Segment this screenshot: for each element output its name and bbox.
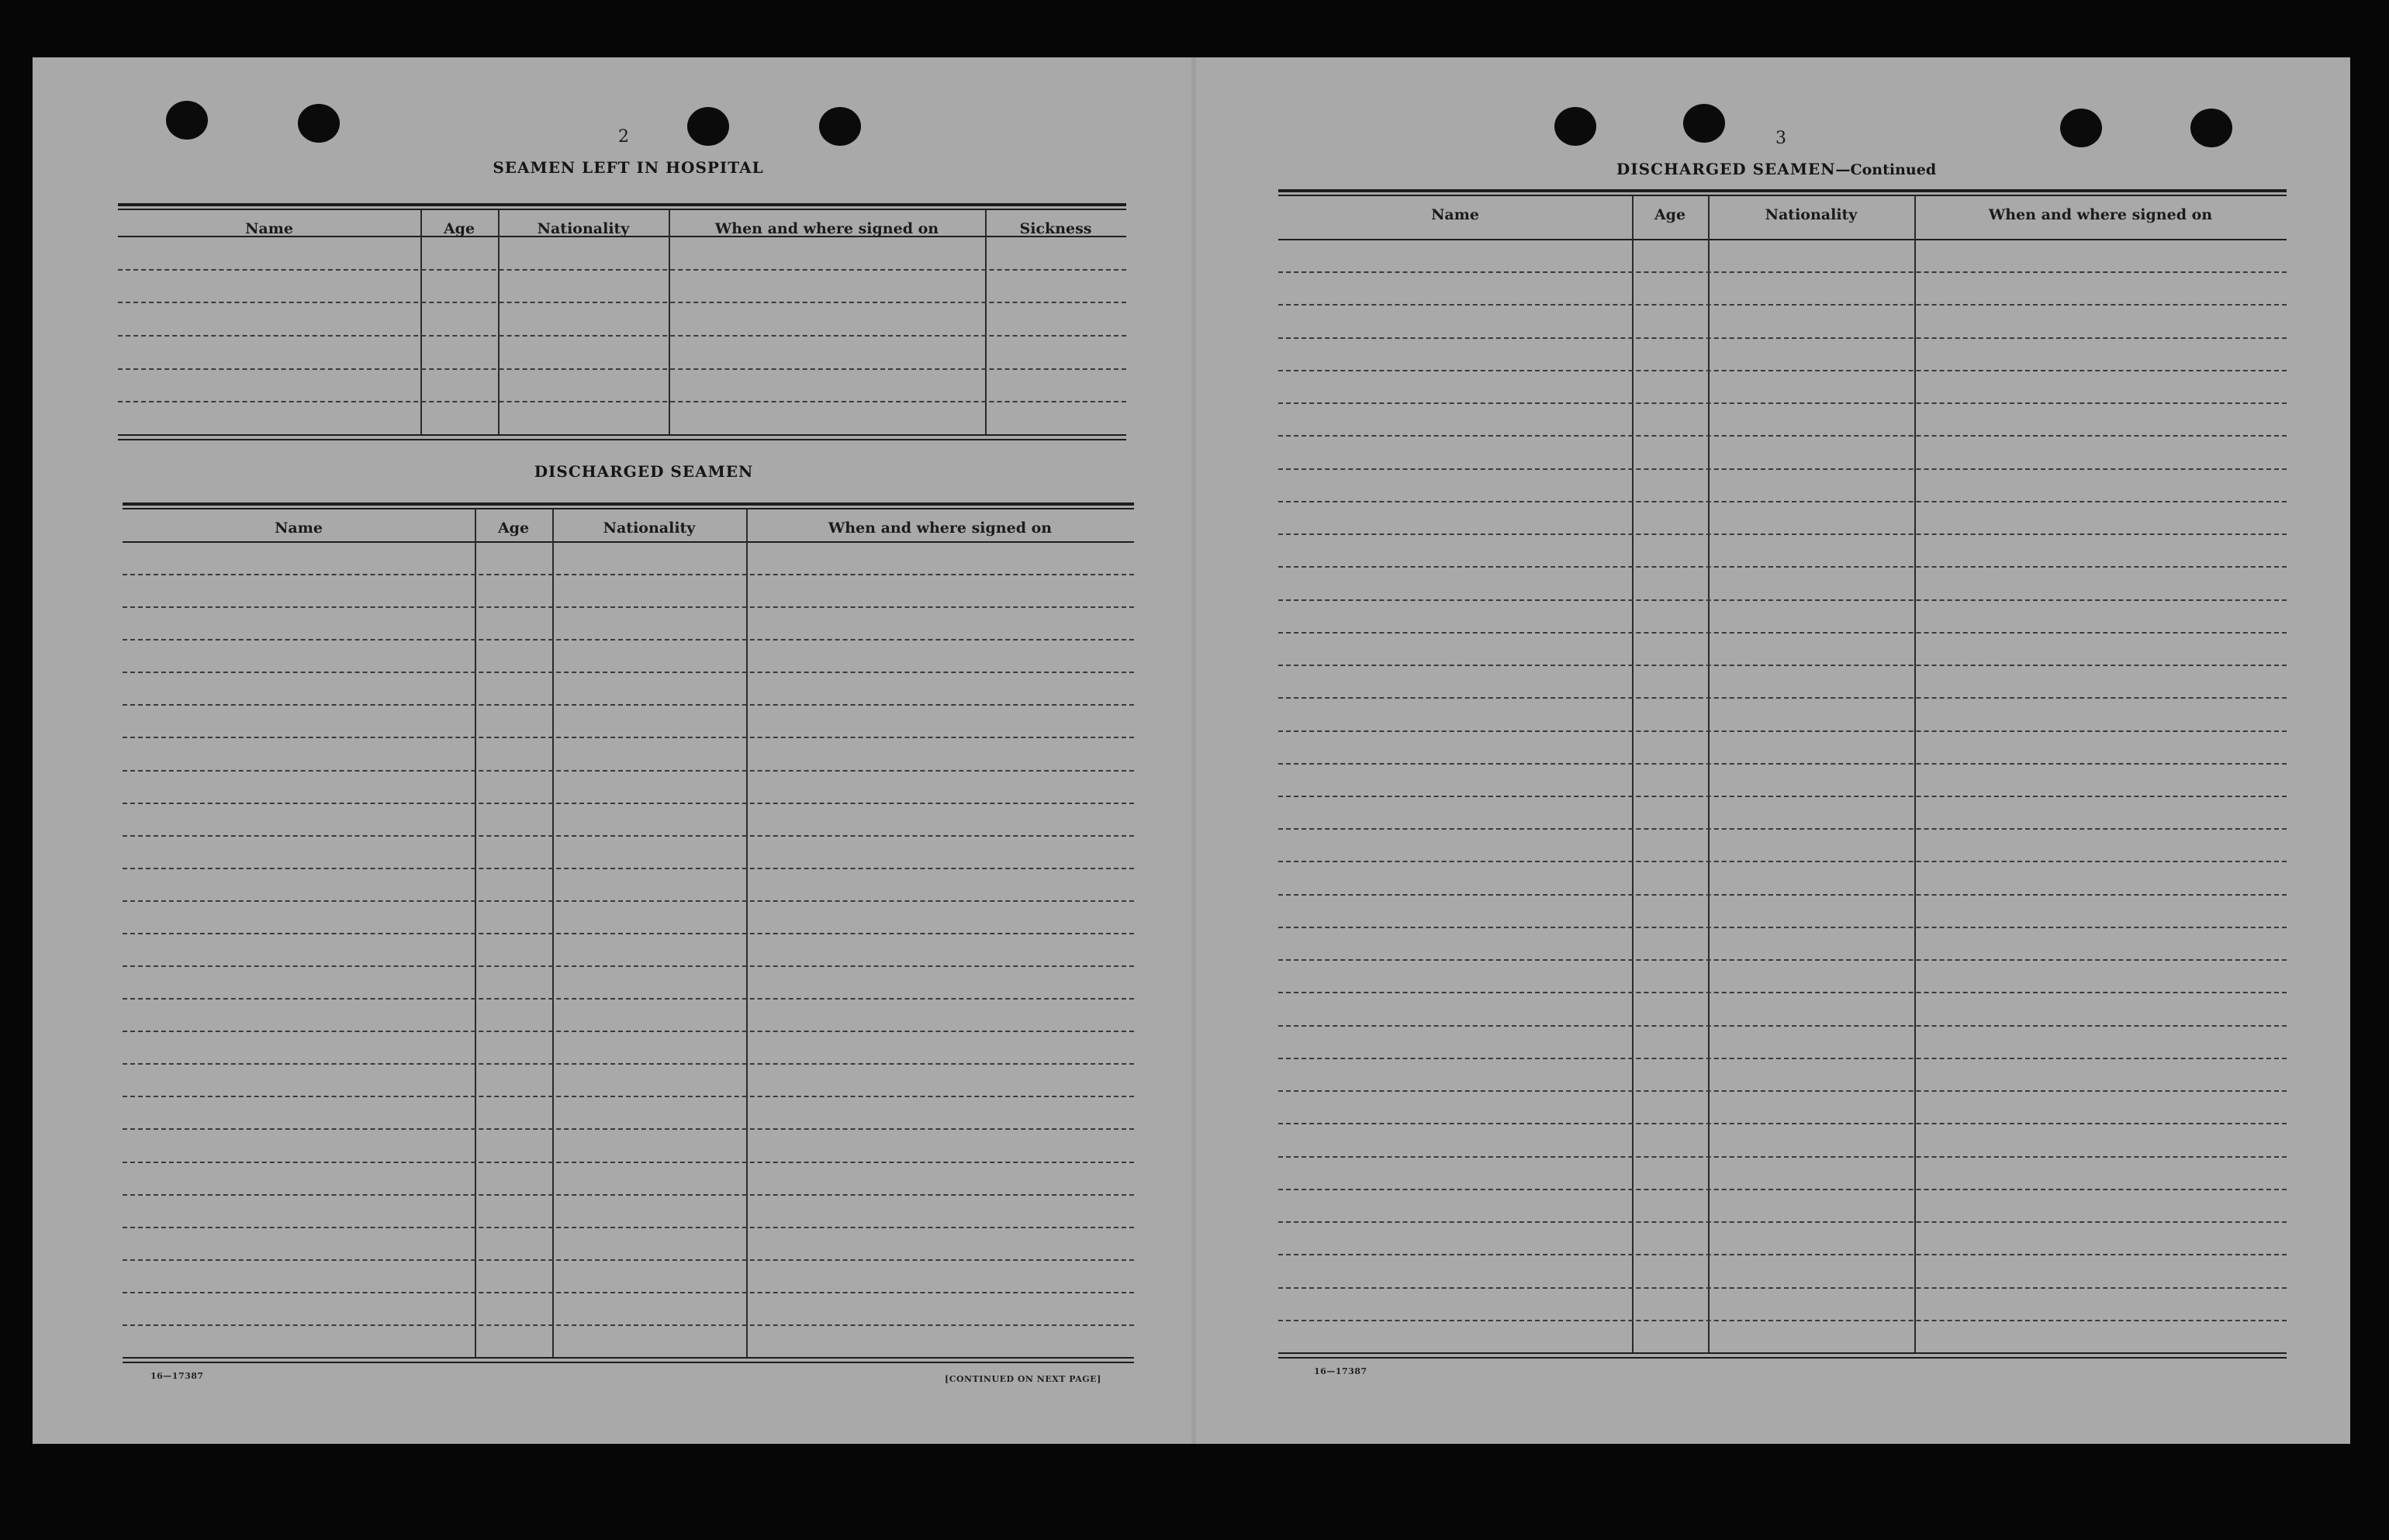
table-row xyxy=(123,1194,1134,1196)
table-row xyxy=(1278,1123,2287,1124)
table-row xyxy=(123,868,1134,869)
column-header: Nationality xyxy=(603,520,696,537)
table-row xyxy=(123,1128,1134,1130)
table-top-rule xyxy=(1278,195,2287,196)
table-row xyxy=(123,639,1134,641)
table-row xyxy=(1278,1320,2287,1321)
table-row xyxy=(1278,1090,2287,1092)
table-row xyxy=(123,1031,1134,1032)
table-bottom-rule xyxy=(118,434,1126,436)
continued-note: [CONTINUED ON NEXT PAGE] xyxy=(945,1374,1101,1384)
form-number-left: 16—17387 xyxy=(150,1371,204,1381)
punch-hole xyxy=(298,104,340,143)
column-header: When and where signed on xyxy=(828,520,1053,537)
table-row xyxy=(1278,468,2287,470)
table-row xyxy=(123,900,1134,902)
table-row xyxy=(1278,828,2287,830)
punch-hole xyxy=(2190,109,2232,147)
table-row xyxy=(1278,697,2287,699)
form-number-right: 16—17387 xyxy=(1314,1366,1367,1376)
table-bottom-rule xyxy=(123,1357,1134,1359)
table-row xyxy=(1278,1025,2287,1027)
table-row xyxy=(1278,501,2287,502)
column-header: Age xyxy=(443,220,475,237)
table-row xyxy=(123,704,1134,706)
table-top-rule xyxy=(118,203,1126,206)
punch-hole xyxy=(1554,107,1596,146)
table-row xyxy=(1278,271,2287,273)
discharged-title-suffix: —Continued xyxy=(1835,161,1937,178)
table-row xyxy=(123,1292,1134,1293)
table-row xyxy=(123,1324,1134,1326)
column-header: Age xyxy=(1654,206,1686,223)
table-row xyxy=(1278,861,2287,862)
table-bottom-rule xyxy=(123,1362,1134,1363)
table-row xyxy=(1278,894,2287,896)
table-row xyxy=(1278,1287,2287,1289)
table-row xyxy=(123,1227,1134,1228)
table-row xyxy=(1278,730,2287,732)
column-header: Sickness xyxy=(1019,220,1092,237)
table-row xyxy=(1278,304,2287,306)
table-row xyxy=(118,401,1126,402)
table-row xyxy=(1278,435,2287,437)
table-row xyxy=(1278,632,2287,634)
table-row xyxy=(123,770,1134,772)
table-row xyxy=(123,835,1134,837)
table-row xyxy=(123,1162,1134,1163)
table-row xyxy=(1278,763,2287,765)
discharged-table-right xyxy=(1278,189,2287,1360)
table-top-rule xyxy=(123,508,1134,509)
table-row xyxy=(1278,1189,2287,1190)
table-row xyxy=(118,335,1126,337)
punch-hole xyxy=(166,101,208,140)
table-row xyxy=(123,1063,1134,1065)
table-row xyxy=(118,368,1126,370)
table-row xyxy=(1278,1058,2287,1059)
table-row xyxy=(1278,337,2287,339)
table-row xyxy=(1278,665,2287,666)
table-row xyxy=(123,1259,1134,1261)
table-row xyxy=(118,269,1126,271)
table-row xyxy=(123,737,1134,738)
discharged-table-left xyxy=(123,490,1134,1366)
table-row xyxy=(123,672,1134,673)
column-header: Nationality xyxy=(1765,206,1858,223)
column-header: Age xyxy=(497,520,530,537)
page-number-left: 2 xyxy=(618,127,629,147)
table-top-rule xyxy=(1278,189,2287,192)
hospital-table xyxy=(118,188,1126,444)
table-row xyxy=(1278,402,2287,404)
column-divider xyxy=(1708,195,1710,1352)
table-row xyxy=(1278,599,2287,601)
header-bottom-rule xyxy=(1278,239,2287,240)
table-top-rule xyxy=(118,209,1126,210)
column-divider xyxy=(1632,195,1634,1352)
column-header: Nationality xyxy=(537,220,630,237)
column-header: Name xyxy=(245,220,293,237)
hospital-table-title: SEAMEN LEFT IN HOSPITAL xyxy=(493,158,764,177)
column-header: When and where signed on xyxy=(714,220,939,237)
header-bottom-rule xyxy=(123,541,1134,543)
table-row xyxy=(1278,533,2287,535)
table-row xyxy=(1278,370,2287,371)
punch-hole xyxy=(687,107,729,146)
column-divider xyxy=(1914,195,1916,1352)
table-row xyxy=(123,933,1134,934)
table-row xyxy=(1278,1156,2287,1158)
table-bottom-rule xyxy=(1278,1352,2287,1354)
column-header: Name xyxy=(275,520,323,537)
table-row xyxy=(123,606,1134,608)
discharged-title-main: DISCHARGED SEAMEN xyxy=(1616,160,1836,178)
table-row xyxy=(123,1096,1134,1097)
table-bottom-rule xyxy=(1278,1357,2287,1359)
table-top-rule xyxy=(123,502,1134,506)
page-fold xyxy=(1191,57,1196,1444)
table-row xyxy=(1278,1221,2287,1223)
table-row xyxy=(1278,1254,2287,1255)
table-row xyxy=(1278,796,2287,797)
discharged-table-title-left: DISCHARGED SEAMEN xyxy=(534,462,754,481)
table-bottom-rule xyxy=(118,439,1126,440)
page-number-right: 3 xyxy=(1775,129,1786,148)
punch-hole xyxy=(1683,104,1725,143)
discharged-table-title-right xyxy=(1497,160,2055,178)
table-row xyxy=(123,574,1134,575)
table-row xyxy=(1278,959,2287,961)
table-row xyxy=(123,965,1134,967)
table-row xyxy=(1278,992,2287,993)
table-row xyxy=(118,302,1126,303)
table-row xyxy=(1278,927,2287,928)
table-row xyxy=(123,803,1134,804)
punch-hole xyxy=(2060,109,2102,147)
column-header: When and where signed on xyxy=(1988,206,2213,223)
punch-hole xyxy=(819,107,861,146)
column-header: Name xyxy=(1431,206,1479,223)
table-row xyxy=(123,998,1134,1000)
table-row xyxy=(1278,566,2287,568)
